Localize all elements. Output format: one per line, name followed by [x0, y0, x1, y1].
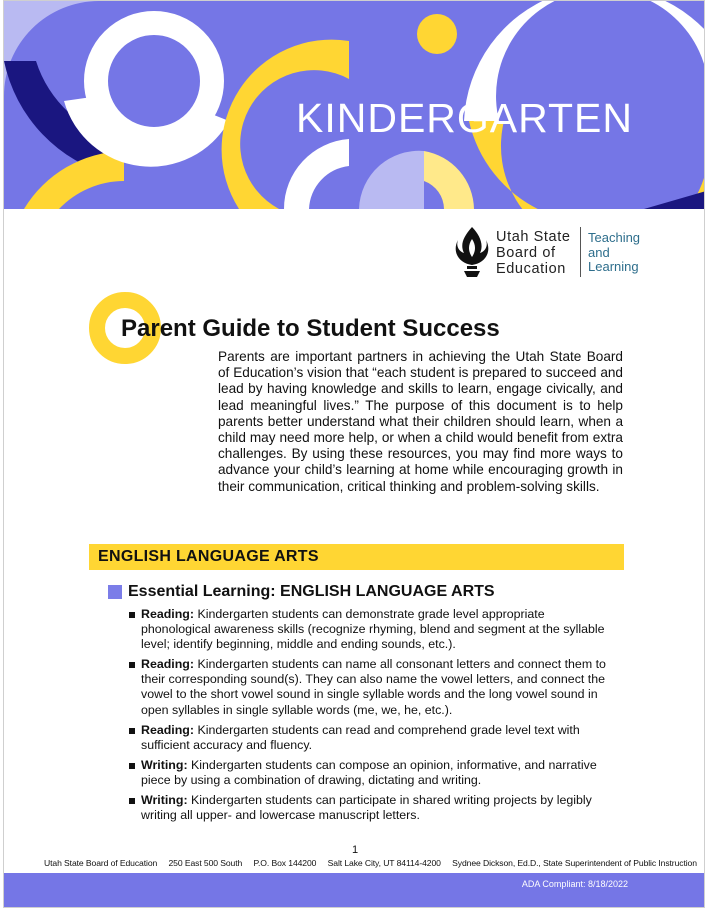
document-page	[3, 0, 705, 908]
square-bullet-icon	[108, 585, 122, 599]
logo-divider	[580, 227, 581, 277]
banner-title: KINDERGARTEN	[296, 95, 634, 141]
header-banner	[4, 1, 705, 209]
section-heading: ENGLISH LANGUAGE ARTS	[98, 548, 319, 565]
square-bullet-icon	[129, 763, 135, 769]
square-bullet-icon	[129, 728, 135, 734]
list-item: Reading: Kindergarten students can read and comprehend grade level text with sufficient accuracy and fluency.	[129, 723, 617, 753]
list-item: Writing: Kindergarten students can compose an opinion, informative, and narrative piece by using a combination of drawing, dictating and writing.	[129, 758, 617, 788]
square-bullet-icon	[129, 612, 135, 618]
square-bullet-icon	[129, 662, 135, 668]
footer-address: Utah State Board of Education 250 East 500 South P.O. Box 144200 Salt Lake City, UT 84114-4200 Sydnee Dickson, Ed.D., State Superintendent of Public Instruction	[44, 858, 697, 868]
flame-torch-icon	[454, 225, 490, 279]
page-title: Parent Guide to Student Success	[121, 315, 500, 342]
list-item: Reading: Kindergarten students can name all consonant letters and connect them to their corresponding sound(s). They can also name the vowel letters, and connect the vowel to the short vowel sound in single syllable words and the long vowel sound in open syllables in single syllable words (me, we, he, etc.).	[129, 657, 617, 717]
logo-organization-name: Utah State Board of Education	[496, 229, 571, 277]
ada-compliance-note: ADA Compliant: 8/18/2022	[521, 879, 628, 889]
page-number: 1	[351, 844, 359, 856]
list-item: Writing: Kindergarten students can participate in shared writing projects by legibly writing all upper- and lowercase manuscript letters.	[129, 793, 617, 823]
square-bullet-icon	[129, 798, 135, 804]
intro-paragraph: Parents are important partners in achieving the Utah State Board of Education’s vision that “each student is prepared to succeed and lead by having knowledge and skills to learn, engage civically, and lead meaningful lives.” The purpose of this document is to help parents better understand what their children should learn, when a child may need more help, or when a child would benefit from extra challenges. By using these resources, you may find more ways to advance your child’s learning at home while encouraging growth in their communication, critical thinking and problem-solving skills.	[218, 349, 623, 494]
learning-list	[129, 607, 617, 828]
essential-learning-title: Essential Learning: ENGLISH LANGUAGE ARTS	[128, 583, 495, 600]
footer-bar	[4, 873, 705, 908]
logo-unit-name: Teaching and Learning	[588, 230, 641, 274]
list-item: Reading: Kindergarten students can demonstrate grade level appropriate phonological awareness skills (recognize rhyming, blend and segment at the syllable level; identify beginning, middle and ending sounds, etc.).	[129, 607, 617, 652]
section-heading-bar	[89, 544, 624, 570]
